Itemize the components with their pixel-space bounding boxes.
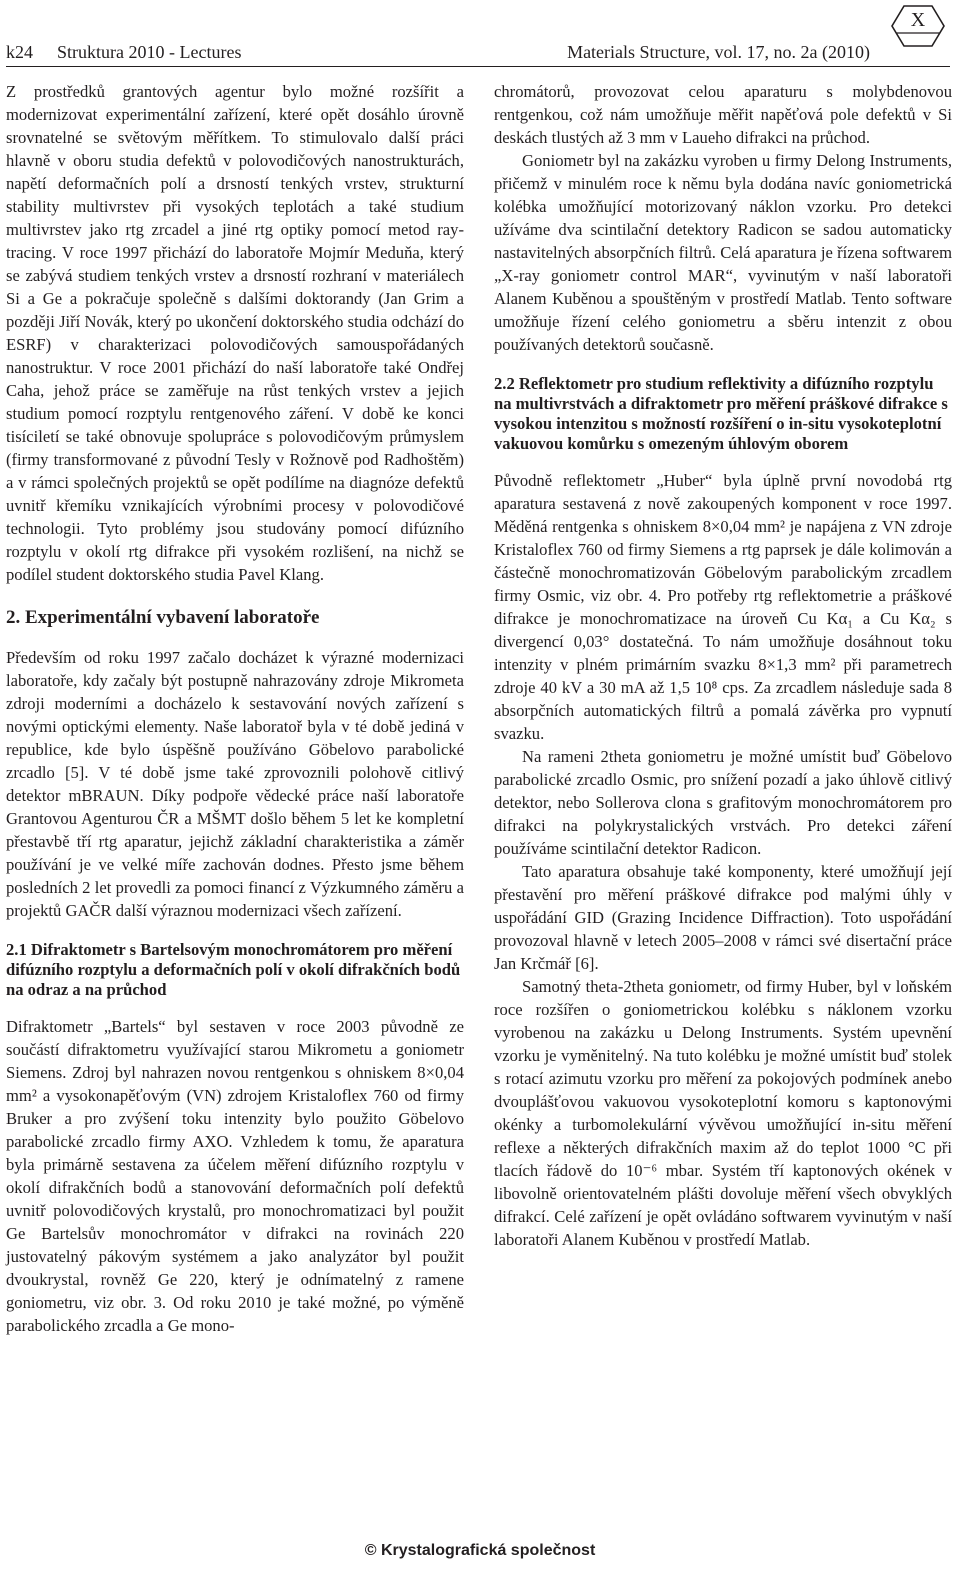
header-left xyxy=(6,42,241,63)
right-paragraph-5: Tato aparatura obsahuje také komponenty, které umožňují její přestavění pro měření práškové difrakce pod malými úhly v uspořádání GID (Grazing Incidence Diffraction). Toto uspořádání provozoval hlavně v letech 2005–2008 v rámci své disertační práce Jan Krčmář [6]. xyxy=(494,862,952,973)
page-footer: © Krystalografická společnost xyxy=(364,1542,596,1559)
right-column xyxy=(494,80,952,1251)
section-heading-2: 2. Experimentální vybavení laboratoře xyxy=(6,607,320,628)
header-rule xyxy=(6,66,950,67)
hexagon-x-logo-icon xyxy=(890,0,946,52)
left-paragraph-1: Z prostředků grantových agentur bylo možné rozšířit a modernizovat experimentální zařízení, které opět dosáhlo úrovně srovnatelné se světovým měřítkem. To stimulovalo další práci hlavně v oboru studia defektů v polovodičových nanostrukturách, napětí deformačních polí a drsností tenkých vrstev, strukturní stability multivrstev při vysokých teplotách a také studium multivrstev jako rtg zrcadel a jiné rtg optiky pomocí metod ray-tracing. V roce 1997 přichází do laboratoře Mojmír Meduňa, který se zabývá studiem tenkých vrstev a drsností rozhraní v materiálech Si a Ge a pokračuje společně s dalšími doktorandy (Jan Grim a později Jiří Novák, který po ukončení doktorského studia odchází do ESRF) v charakterizaci polovodičových samouspořádaných nanostruktur. V roce 2001 přichází do naší laboratoře také Ondřej Caha, jehož práce se zaměřuje na růst tenkých vrstev a jejich studium pomocí rozptylu rentgenového záření. V době ke konci tisíciletí se také obnovuje spolupráce s polovodičovým průmyslem (firmy transformované z původní Tesly v Rožnově pod Radhoštěm) a v rámci společných projektů se opět podílíme na diagnóze defektů uvnitř křemíku vznikajících výrobními procesy v polovodičové technologii. Tyto problémy jsou studovány pomocí difúzního rozptylu v okolí rtg difrakce při vysokém rozlišení, na nichž se podílel student doktorského studia Pavel Klang. xyxy=(6,82,464,584)
left-paragraph-2: Především od roku 1997 začalo docházet k výrazné modernizaci laboratoře, kdy začaly být postupně nahrazovány zdroje Mikrometa zdroji moderními a docházelo k sestavování nových zařízení s novými optickými elementy. Naše laboratoř byla v té době jediná v republice, kde bylo úspěšně používáno Göbelovo parabolické zrcadlo [5]. V té době jsme také zprovoznili polohově citlivý detektor mBRAUN. Díky podpoře vědecké práce naší laboratoře Grantovou Agenturou ČR a MŠMT došlo během 5 let ke kompletní přestavbě tří rtg aparatur, jejichž základní charakteristika a záměr používání je ve velké míře zachován dodnes. Přesto jsme během posledních 2 let provedli za pomoci financí z Výzkumného záměru a projektů GAČR další výraznou modernizaci všech zařízení. xyxy=(6,648,464,920)
left-column xyxy=(6,80,464,1337)
header-right-title: Materials Structure, vol. 17, no. 2a (2010) xyxy=(567,42,870,62)
logo-letter: X xyxy=(910,9,926,31)
right-paragraph-4: Na rameni 2theta goniometru je možné umístit buď Göbelovo parabolické zrcadlo Osmic, pro snížení pozadí a jako úhlově citlivý detektor, nebo Sollerova clona s grafitovým monochromátorem pro difrakci na polykrystalických vrstvách. Pro detekci záření používáme scintilační detektor Radicon. xyxy=(494,747,952,858)
subsection-heading-2-1: 2.1 Difraktometr s Bartelsovým monochromátorem pro měření difúzního rozptylu a deformačních polí v okolí difrakčních bodů na odraz a na průchod xyxy=(6,940,461,999)
right-paragraph-2: Goniometr byl na zakázku vyroben u firmy Delong Instruments, přičemž v minulém roce k němu byla dodána navíc goniometrická kolébka umožňující motorizovaný náklon vzorku. Pro detekci užíváme dva scintilační detektory Radicon se sadou automaticky nastavitelných absorpčních filtrů. Celá aparatura je řízena softwarem „X-ray goniometr control MAR“, vyvinutým v naší laboratoři Alanem Kuběnou a spouštěným v prostředí Matlab. Tento software umožňuje řízení celého goniometru a sběru intenzit z obou používaných detektorů současně. xyxy=(494,151,952,354)
journal-logo xyxy=(890,0,946,52)
page-header xyxy=(6,9,950,68)
right-paragraph-1: chromátorů, provozovat celou aparaturu s molybdenovou rentgenkou, což nám umožňuje měřit napěťová pole defektů v Si deskách tlustých až 3 mm v Laueho difrakci na průchod. xyxy=(494,82,952,147)
left-paragraph-3: Difraktometr „Bartels“ byl sestaven v roce 2003 původně ze součástí difraktometru využívající starou Mikrometu a goniometr Siemens. Zdroj byl nahrazen novou rentgenkou s ohniskem 8×0,04 mm² a vysokonapěťovým (VN) zdrojem Kristaloflex 760 od firmy Bruker a pro zvýšení toku intenzity bylo použito Göbelovo parabolické zrcadlo firmy AXO. Vzhledem k tomu, že aparatura byla primárně sestavena za účelem měření difúzního rozptylu v okolí difrakčních bodů a stanovování deformačních polí defektů uvnitř polovodičových krystalů, pro monochromatizaci byl použit Ge Bartelsův monochromátor v difrakci na rovinách 220 justovatelný pákovým systémem a jako analyzátor byl použit dvoukrystal, rovněž Ge 220, který je odnímatelný z ramene goniometru, viz obr. 3. Od roku 2010 je také možné, po výměně parabolického zrcadla a Ge mono- xyxy=(6,1017,464,1335)
right-paragraph-6: Samotný theta-2theta goniometr, od firmy Huber, byl v loňském roce rozšířen o goniometrickou kolébku s náklonem vzorku vyrobenou na zakázku u Delong Instruments. Systém upevnění vzorku je vyměnitelný. Na tuto kolébku je možné umístit buď stolek s rotací azimutu vzorku pro měření za pokojových podmínek anebo dvouplášťovou vakuovou vysokoteplotní komoru s kaptonovými okénky a turbomolekulární vývěvou umožňující in-situ měření reflexe a některých difrakčních maxim až do teplot 1000 °C při tlacích řádově do 10⁻⁶ mbar. Systém tří kaptonových okének v libovolně orientovatelném plášti dovoluje měření všech obvyklých difrakcí. Celé zařízení je opět ovládáno softwarem vyvinutým v naší laboratoři Alanem Kuběnou v prostředí Matlab. xyxy=(494,977,952,1249)
page-number: k24 xyxy=(6,42,33,62)
subsection-heading-2-2: 2.2 Reflektometr pro studium reflektivity a difúzního rozptylu na multivrstvách a difraktometr pro měření práškové difrakce s vysokou intenzitou s možností rozšíření o in-situ vysokoteplotní vakuovou komůrku s omezeným úhlovým oborem xyxy=(494,374,948,453)
right-paragraph-3: Původně reflektometr „Huber“ byla úplně první novodobá rtg aparatura sestavená z nově zakoupených komponent v roce 1997. Měděná rentgenka s ohniskem 8×0,04 mm² je napájena z VN zdroje Kristaloflex 760 od firmy Siemens a rtg paprsek je dále kolimován a částečně monochromatizován Göbelovým parabolickým zrcadlem firmy Osmic, viz obr. 4. Pro potřeby rtg reflektometrie a práškové difrakce je monochromatizace na úroveň Cu Kα₁ a Cu Kα₂ s divergencí 0,03° dostatečná. To nám umožňuje dosáhnout toku intenzity v plném primárním svazku 8×1,3 mm² při parametrech zdroje 40 kV a 30 mA až 1,5 10⁸ cps. Za zrcadlem následuje sada 8 absorpčních automatických filtrů a pomalá závěrka pro vypnutí svazku. xyxy=(494,471,952,743)
header-left-title: Struktura 2010 - Lectures xyxy=(57,42,242,62)
